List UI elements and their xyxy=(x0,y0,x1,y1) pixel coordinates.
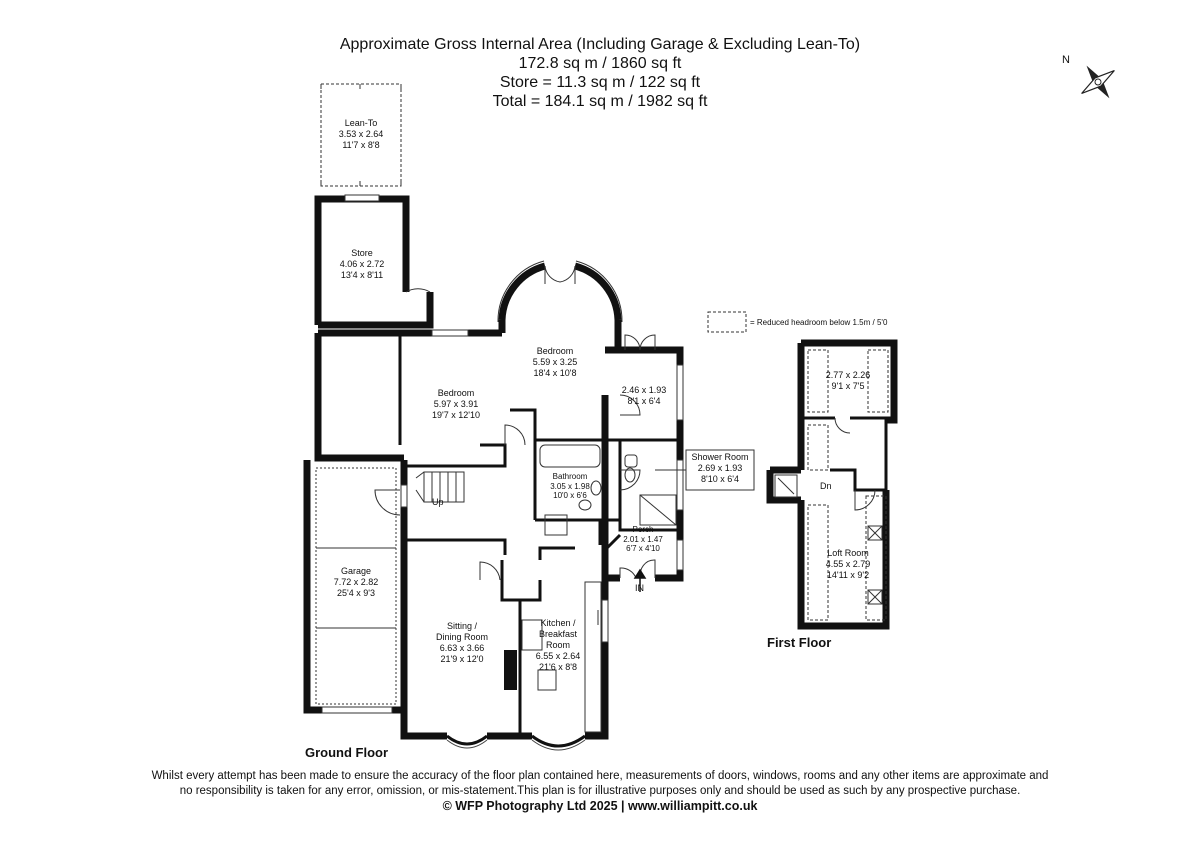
room-garage: Garage 7.72 x 2.82 25'4 x 9'3 xyxy=(333,566,379,598)
room-sitting-dining: Sitting / Dining Room 6.63 x 3.66 21'9 x 12'0 xyxy=(435,621,489,664)
compass-icon xyxy=(1079,63,1118,102)
stairs-down-label: Dn xyxy=(820,481,832,491)
legend-text: = Reduced headroom below 1.5m / 5'0 xyxy=(750,318,888,327)
copyright-line: © WFP Photography Ltd 2025 | www.williampitt.co.uk xyxy=(442,799,758,813)
room-loft: Loft Room 4.55 x 2.79 14'11 x 9'2 xyxy=(825,548,871,580)
area-main: 172.8 sq m / 1860 sq ft xyxy=(518,55,682,72)
room-kitchen: Kitchen / Breakfast Room 6.55 x 2.64 21'6 x 8'8 xyxy=(535,618,581,672)
area-total: Total = 184.1 sq m / 1982 sq ft xyxy=(492,93,708,110)
disclaimer-line-2: no responsibility is taken for any error, omission, or mis-statement.This plan is for illustrative purposes only and should be used as such by any prospective purchase. xyxy=(179,785,1021,797)
room-store: Store 4.06 x 2.72 13'4 x 8'11 xyxy=(339,248,385,280)
first-floor-title: First Floor xyxy=(767,635,832,650)
room-lean-to: Lean-To 3.53 x 2.64 11'7 x 8'8 xyxy=(338,118,384,150)
compass-north-label: N xyxy=(1062,54,1070,66)
room-porch: Porch 2.01 x 1.47 6'7 x 4'10 xyxy=(623,525,663,553)
area-title: Approximate Gross Internal Area (Including Garage & Excluding Lean-To) xyxy=(339,36,861,53)
legend-swatch xyxy=(708,312,746,332)
room-shower: Shower Room 2.69 x 1.93 8'10 x 6'4 xyxy=(691,452,749,484)
door-swings xyxy=(375,395,655,580)
room-bedroom-1: Bedroom 5.97 x 3.91 19'7 x 12'10 xyxy=(432,388,480,420)
room-first-top: 2.77 x 2.26 9'1 x 7'5 xyxy=(825,370,871,391)
room-bedroom-2: Bedroom 5.59 x 3.25 18'4 x 10'8 xyxy=(532,346,578,378)
entrance-label: IN xyxy=(635,583,644,593)
ground-floor-title: Ground Floor xyxy=(305,745,389,760)
room-bathroom: Bathroom 3.05 x 1.98 10'0 x 6'6 xyxy=(550,472,590,500)
area-store: Store = 11.3 sq m / 122 sq ft xyxy=(499,74,701,91)
room-small-room: 2.46 x 1.93 8'1 x 6'4 xyxy=(621,385,667,406)
stairs-up-label: Up xyxy=(432,497,444,507)
disclaimer-line-1: Whilst every attempt has been made to ensure the accuracy of the floor plan contained here, measurements of doors, windows, rooms and any other items are approximate and xyxy=(151,770,1049,782)
